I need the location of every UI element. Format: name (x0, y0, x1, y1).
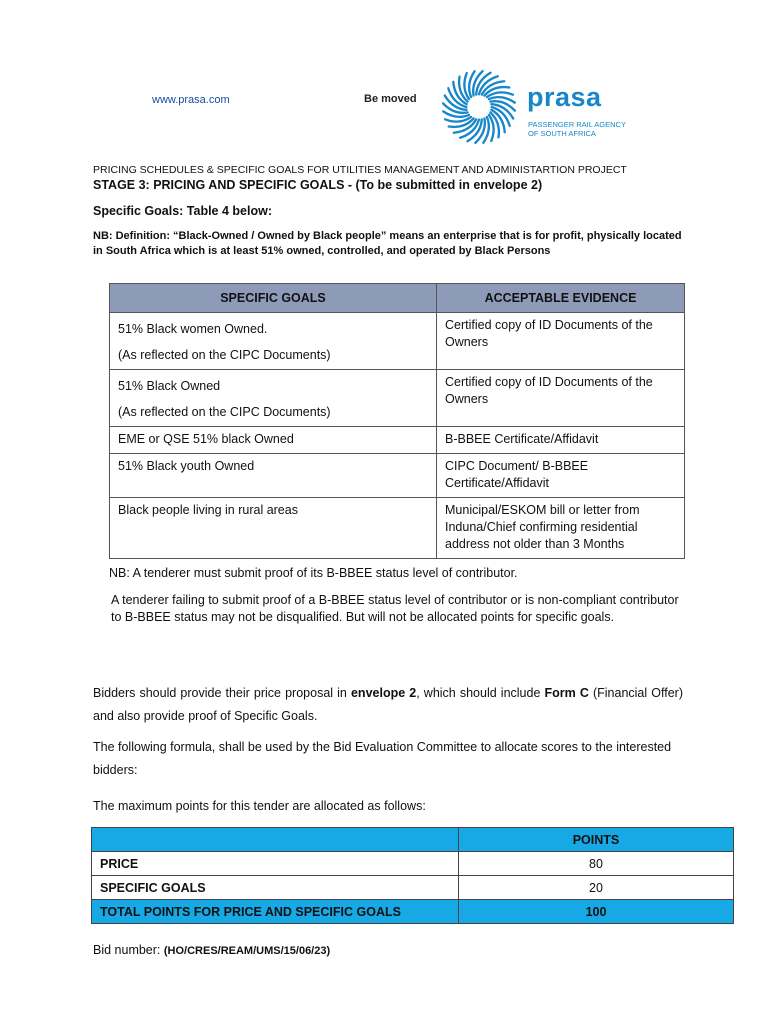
bidders-paragraph (93, 682, 683, 728)
table-row (92, 852, 734, 876)
table-row (92, 876, 734, 900)
evidence-cell: Municipal/ESKOM bill or letter from Induna/Chief confirming residential address not older than 3 Months (437, 498, 685, 559)
points-value: 80 (459, 852, 734, 876)
p1-text-c: , which should include (416, 686, 545, 700)
points-header: POINTS (459, 828, 734, 852)
points-label: PRICE (92, 852, 459, 876)
specific-goals-title: Specific Goals: Table 4 below: (93, 204, 272, 218)
table-row (110, 313, 685, 370)
goal-cell: Black people living in rural areas (110, 498, 437, 559)
table-row (92, 900, 734, 924)
goal-text: 51% Black women Owned. (118, 322, 268, 336)
p1-envelope: envelope 2 (350, 686, 417, 700)
evidence-cell: B-BBEE Certificate/Affidavit (437, 427, 685, 454)
table-row (110, 427, 685, 454)
points-header-row (92, 828, 734, 852)
goal-cell (110, 370, 437, 427)
nb-definition: NB: Definition: “Black-Owned / Owned by Black people” means an enterprise that is for profit, physically located in South Africa which is at least 51% owned, controlled, and operated by Black Persons (93, 230, 682, 257)
stage-title: STAGE 3: PRICING AND SPECIFIC GOALS - (To be submitted in envelope 2) (93, 178, 543, 192)
table-row (110, 370, 685, 427)
nb-proof-note: NB: A tenderer must submit proof of its B-BBEE status level of contributor. (109, 566, 518, 580)
website-url: www.prasa.com (152, 94, 230, 106)
table-row (110, 454, 685, 498)
points-value: 100 (459, 900, 734, 924)
table-header-row (110, 284, 685, 313)
bid-number-value: (HO/CRES/REAM/UMS/15/06/23) (163, 945, 331, 957)
p1-text-e: (Financial Offer) and also provide proof of Specific Goals. (93, 686, 683, 723)
table-row (110, 498, 685, 559)
evidence-cell: Certified copy of ID Documents of the Owners (437, 370, 685, 427)
p1-form-c: Form C (544, 686, 589, 700)
header-specific-goals: SPECIFIC GOALS (110, 284, 437, 313)
max-points-paragraph: The maximum points for this tender are allocated as follows: (93, 799, 426, 813)
bid-label: Bid number: (93, 943, 164, 957)
goal-note: (As reflected on the CIPC Documents) (118, 405, 331, 419)
evidence-cell: CIPC Document/ B-BBEE Certificate/Affidavit (437, 454, 685, 498)
points-header-empty (92, 828, 459, 852)
points-label: SPECIFIC GOALS (92, 876, 459, 900)
points-label: TOTAL POINTS FOR PRICE AND SPECIFIC GOALS (92, 900, 459, 924)
points-table (91, 827, 734, 924)
formula-paragraph: The following formula, shall be used by the Bid Evaluation Committee to allocate scores to the interested bidders: (93, 740, 672, 777)
goal-cell: EME or QSE 51% black Owned (110, 427, 437, 454)
slogan: Be moved (364, 93, 417, 105)
goal-cell: 51% Black youth Owned (110, 454, 437, 498)
brand-subtitle: PASSENGER RAIL AGENCY OF SOUTH AFRICA (528, 120, 626, 138)
header-acceptable-evidence: ACCEPTABLE EVIDENCE (437, 284, 685, 313)
goal-note: (As reflected on the CIPC Documents) (118, 348, 331, 362)
p1-text-a: Bidders should provide their price proposal in (93, 686, 351, 700)
failing-note: A tenderer failing to submit proof of a B-BBEE status level of contributor or is non-compliant contributor to B-BBEE status may not be disqualified. But will not be allocated points for specific goals. (111, 593, 679, 624)
specific-goals-table (109, 283, 685, 559)
document-heading: PRICING SCHEDULES & SPECIFIC GOALS FOR UTILITIES MANAGEMENT AND ADMINISTARTION PROJECT (93, 164, 627, 176)
goal-text: 51% Black Owned (118, 379, 221, 393)
evidence-cell: Certified copy of ID Documents of the Owners (437, 313, 685, 370)
bid-number (93, 943, 330, 957)
prasa-logo-icon (440, 68, 518, 146)
brand-name: prasa (527, 82, 602, 112)
points-value: 20 (459, 876, 734, 900)
goal-cell (110, 313, 437, 370)
